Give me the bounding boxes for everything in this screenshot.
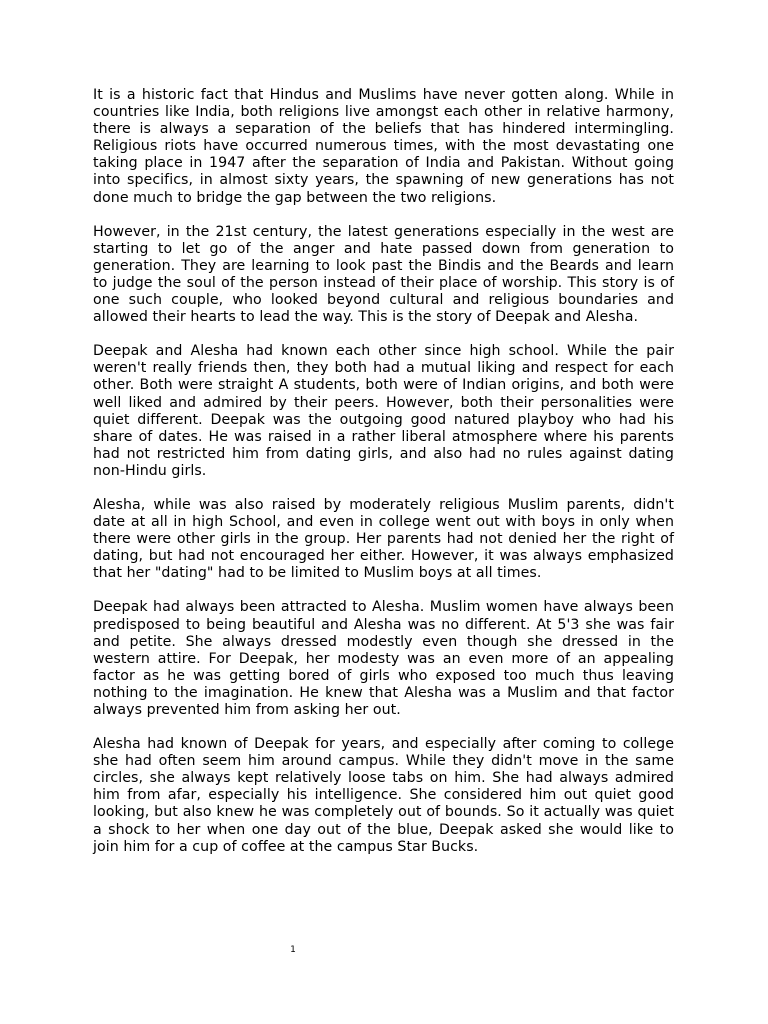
- paragraph-6: Alesha had known of Deepak for years, and especially after coming to college she had often seem him around campus. While they didn't move in the same circles, she always kept relatively loose tabs on him. She had always admired him from afar, especially his intelligence. She considered him out quiet good looking, but also knew he was completely out of bounds. So it actually was quiet a shock to her when one day out of the blue, Deepak asked she would like to join him for a cup of coffee at the campus Star Bucks.: [93, 736, 674, 855]
- paragraph-2: However, in the 21st century, the latest generations especially in the west are starting to let go of the anger and hate passed down from generation to generation. They are learning to look past the Bindis and the Beards and learn to judge the soul of the person instead of their place of worship. This story is of one such couple, who looked beyond cultural and religious boundaries and allowed their hearts to lead the way. This is the story of Deepak and Alesha.: [93, 223, 674, 326]
- paragraph-1: It is a historic fact that Hindus and Muslims have never gotten along. While in countries like India, both religions live amongst each other in relative harmony, there is always a separation of the beliefs that has hindered intermingling. Religious riots have occurred numerous times, with the most devastating one taking place in 1947 after the separation of India and Pakistan. Without going into specifics, in almost sixty years, the spawning of new generations has not done much to bridge the gap between the two religions.: [93, 87, 674, 206]
- paragraph-3: Deepak and Alesha had known each other since high school. While the pair weren't really friends then, they both had a mutual liking and respect for each other. Both were straight A students, both were of Indian origins, and both were well liked and admired by their peers. However, both their personalities were quiet different. Deepak was the outgoing good natured playboy who had his share of dates. He was raised in a rather liberal atmosphere where his parents had not restricted him from dating girls, and also had no rules against dating non-Hindu girls.: [93, 343, 674, 479]
- document-body: [93, 87, 674, 873]
- page-number: 1: [290, 945, 296, 955]
- paragraph-5: Deepak had always been attracted to Alesha. Muslim women have always been predisposed to being beautiful and Alesha was no different. At 5'3 she was fair and petite. She always dressed modestly even though she dressed in the western attire. For Deepak, her modesty was an even more of an appealing factor as he was getting bored of girls who exposed too much thus leaving nothing to the imagination. He knew that Alesha was a Muslim and that factor always prevented him from asking her out.: [93, 599, 674, 718]
- paragraph-4: Alesha, while was also raised by moderately religious Muslim parents, didn't date at all in high School, and even in college went out with boys in only when there were other girls in the group. Her parents had not denied her the right of dating, but had not encouraged her either. However, it was always emphasized that her "dating" had to be limited to Muslim boys at all times.: [93, 496, 674, 582]
